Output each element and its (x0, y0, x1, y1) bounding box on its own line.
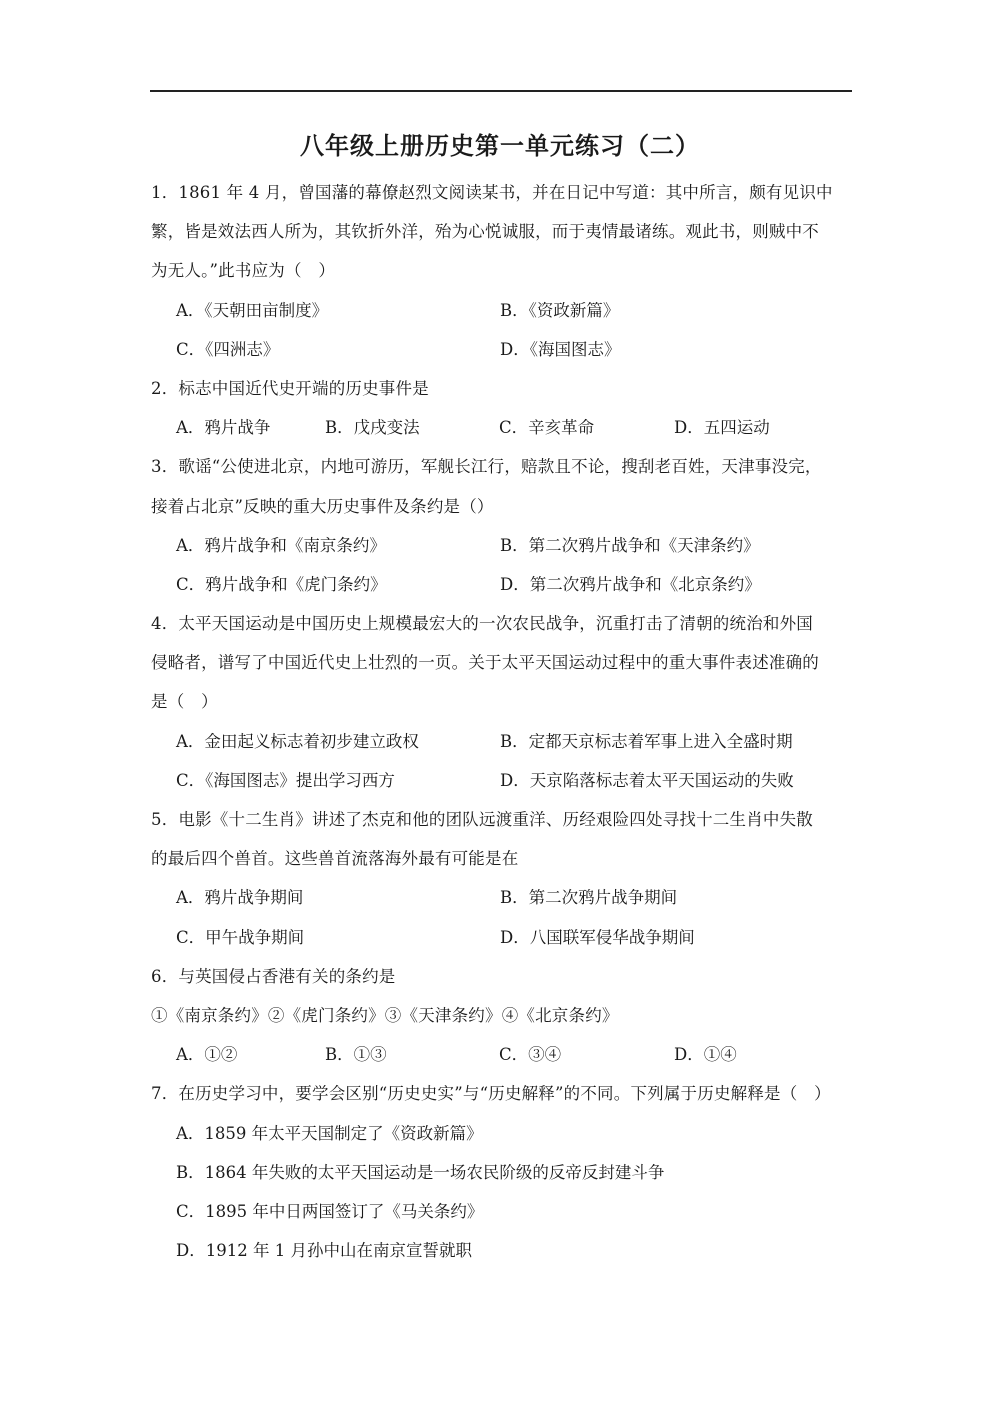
option-a[interactable]: A．鸦片战争和《南京条约》 (176, 535, 386, 555)
option-a[interactable]: A．金田起义标志着初步建立政权 (176, 731, 419, 751)
question-3 (151, 447, 855, 604)
question-stem-line: 2．标志中国近代史开端的历史事件是 (151, 378, 429, 398)
option-a[interactable]: A．鸦片战争 (176, 418, 271, 438)
option-c[interactable]: C．甲午战争期间 (176, 927, 305, 947)
option-b[interactable]: B．戊戌变法 (325, 418, 420, 438)
option-c[interactable]: C．1895 年中日两国签订了《马关条约》 (176, 1201, 484, 1221)
answer-options (151, 722, 855, 800)
option-d[interactable]: D．八国联军侵华战争期间 (500, 927, 695, 947)
question-stem-line: ①《南京条约》②《虎门条约》③《天津条约》④《北京条约》 (151, 1005, 619, 1025)
question-stem-line: 为无人。”此书应为（ ） (151, 261, 336, 281)
question-stem-line: 1．1861 年 4 月，曾国藩的幕僚赵烈文阅读某书，并在日记中写道：其中所言，颇有见识中 (151, 183, 833, 202)
answer-options (151, 1035, 855, 1074)
option-b[interactable]: B．《资政新篇》 (500, 300, 620, 320)
answer-options (151, 291, 855, 369)
question-stem-line: 7．在历史学习中，要学会区别“历史史实”与“历史解释”的不同。下列属于历史解释是（ ） (151, 1084, 831, 1104)
option-d[interactable]: D．①④ (674, 1045, 737, 1065)
question-stem-line: 5．电影《十二生肖》讲述了杰克和他的团队远渡重洋、历经艰险四处寻找十二生肖中失散 (151, 810, 813, 829)
question-6 (151, 957, 855, 1075)
option-d[interactable]: D．1912 年 1 月孙中山在南京宣誓就职 (176, 1241, 472, 1261)
option-b[interactable]: B．①③ (325, 1045, 387, 1065)
question-stem-line: 6．与英国侵占香港有关的条约是 (151, 966, 396, 986)
option-c[interactable]: C．《四洲志》 (176, 339, 280, 359)
question-4 (151, 604, 855, 800)
option-b[interactable]: B．1864 年失败的太平天国运动是一场农民阶级的反帝反封建斗争 (176, 1162, 665, 1182)
option-d[interactable]: D．《海国图志》 (500, 339, 621, 359)
option-c[interactable]: C．辛亥革命 (499, 418, 595, 438)
answer-options (151, 526, 855, 604)
answer-options (151, 878, 855, 956)
option-d[interactable]: D．五四运动 (674, 418, 770, 438)
option-a[interactable]: A．鸦片战争期间 (176, 888, 304, 908)
question-stem-line: 的最后四个兽首。这些兽首流落海外最有可能是在 (151, 849, 519, 869)
option-a[interactable]: A．①② (176, 1045, 238, 1065)
question-stem-line: 繁，皆是效法西人所为，其钦折外洋，殆为心悦诚服，而于夷情最诸练。观此书，则贼中不 (151, 222, 819, 242)
option-c[interactable]: C．鸦片战争和《虎门条约》 (176, 574, 387, 594)
header-rule (150, 90, 852, 92)
option-c[interactable]: C．《海国图志》提出学习西方 (176, 770, 395, 790)
page-title: 八年级上册历史第一单元练习（二） (300, 132, 700, 160)
question-stem-line: 3．歌谣“公使进北京，内地可游历，军舰长江行，赔款且不论，搜刮老百姓，天津事没完， (151, 457, 822, 477)
question-stem-line: 侵略者，谱写了中国近代史上壮烈的一页。关于太平天国运动过程中的重大事件表述准确的 (151, 653, 819, 673)
option-b[interactable]: B．第二次鸦片战争和《天津条约》 (500, 535, 760, 555)
answer-options (151, 408, 855, 447)
question-list (151, 173, 855, 1270)
option-c[interactable]: C．③④ (499, 1045, 562, 1065)
option-a[interactable]: A．《天朝田亩制度》 (176, 300, 329, 320)
option-d[interactable]: D．第二次鸦片战争和《北京条约》 (500, 574, 761, 594)
option-d[interactable]: D．天京陷落标志着太平天国运动的失败 (500, 770, 794, 790)
question-2 (151, 369, 855, 447)
question-stem-line: 是（ ） (151, 692, 218, 712)
option-a[interactable]: A．1859 年太平天国制定了《资政新篇》 (176, 1123, 483, 1143)
question-7 (151, 1074, 855, 1270)
question-stem-line: 接着占北京”反映的重大历史事件及条约是（） (151, 496, 494, 516)
option-b[interactable]: B．定都天京标志着军事上进入全盛时期 (500, 731, 793, 751)
option-b[interactable]: B．第二次鸦片战争期间 (500, 888, 678, 908)
question-1 (151, 173, 855, 369)
question-stem-line: 4．太平天国运动是中国历史上规模最宏大的一次农民战争，沉重打击了清朝的统治和外国 (151, 614, 813, 634)
question-5 (151, 800, 855, 957)
